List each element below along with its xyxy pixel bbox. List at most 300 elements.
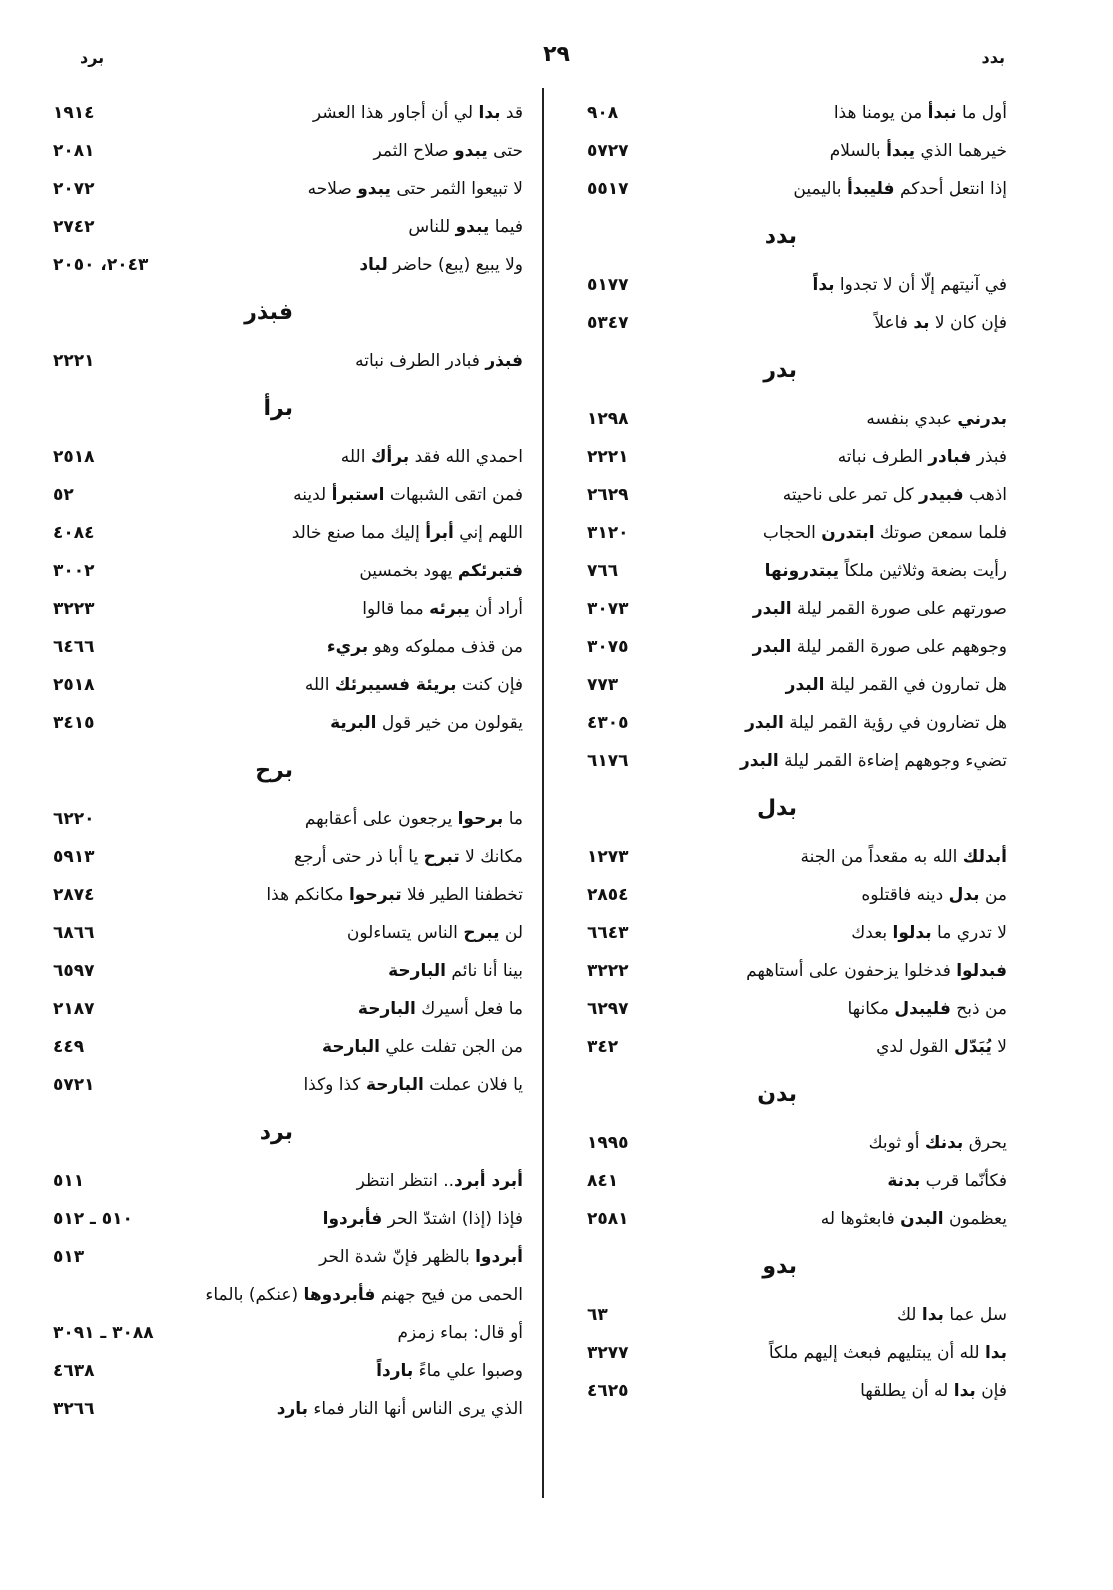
section-heading-text: بدن [757,1082,797,1107]
index-entry [587,1296,1007,1334]
section-heading [587,1066,1007,1124]
hadith-number: ٣٢٧٧ [587,1343,629,1363]
hadith-number: ٢٥٨١ [587,1209,629,1229]
entry-text-post: القول لدي [876,1037,954,1057]
entry-text-post: صلاحه [307,179,358,199]
entry-text-pre: فإن [975,1381,1007,1401]
entry-text [746,952,1007,990]
entry-text-post: الطرف نباته [837,447,929,467]
entry-keyword: أبدلك [962,847,1007,867]
hadith-number: ٦٢٢٠ [53,809,95,829]
entry-text [303,1066,523,1104]
entry-keyword: لباد [359,255,388,275]
entry-text [308,170,523,208]
entry-text-pre: فيما [489,217,523,237]
entry-text [327,628,523,666]
entry-keyword: يبدو [454,141,488,161]
entry-text [861,876,1007,914]
hadith-number: ٥٧٢١ [53,1075,95,1095]
hadith-number: ٥٢ [53,485,74,505]
hadith-number: ٧٧٣ [587,675,619,695]
index-entry [587,400,1007,438]
hadith-number: ٨٤١ [587,1171,619,1191]
entry-text-post: بالظهر فإنّ شدة الحر [319,1247,476,1267]
index-entry [53,246,523,284]
hadith-number: ٣٠٧٥ [587,637,629,657]
entry-text [358,990,523,1028]
entry-keyword: يبدو [455,217,490,237]
hadith-number: ١٢٧٣ [587,847,629,867]
entry-text-post: مكانها [847,999,895,1019]
entry-text-post: دينه فاقتلوه [861,885,949,905]
hadith-number: ٢٨٧٤ [53,885,95,905]
entry-text-pre: أراد أن [469,599,523,619]
entry-keyword: البدر [739,751,779,771]
hadith-number: ٣٢٢٣ [53,599,95,619]
index-entry [53,914,523,952]
entry-keyword: بدل [948,885,980,905]
index-entry [587,990,1007,1028]
index-entry [53,952,523,990]
section-heading [587,1238,1007,1296]
entry-keyword: فأبردوا [322,1209,383,1229]
entry-text [359,246,523,284]
entry-text-post: يهود بخمسين [359,561,458,581]
entry-keyword: بدلوا [892,923,932,943]
entry-keyword: برحوا [457,809,504,829]
index-entry [53,1238,523,1276]
entry-text [294,838,523,876]
entry-text-post: مكانكم هذا [266,885,349,905]
entry-keyword: البدر [752,637,792,657]
index-entry [587,838,1007,876]
entry-text-post: فبادر الطرف نباته [355,351,486,371]
entry-keyword: فليبدأ [846,179,895,199]
hadith-number: ٢٠٤٣، ٢٠٥٠ [53,255,149,275]
hadith-number: ٥٣٤٧ [587,313,629,333]
index-entry [53,476,523,514]
hadith-number: ٥١٧٧ [587,275,629,295]
entry-text-pre: فبذر [971,447,1007,467]
entry-text [322,1028,523,1066]
index-entry [53,1028,523,1066]
entry-text [398,1314,523,1352]
index-entry [53,94,523,132]
index-entry [53,170,523,208]
entry-keyword: بدنك [924,1133,964,1153]
entry-text-pre: ما فعل أسيرك [415,999,523,1019]
entry-text-pre: الحمى من فيح جهنم [375,1285,523,1305]
entry-keyword: يبدأ [886,141,916,161]
entry-text [851,914,1007,952]
index-entry [587,304,1007,342]
entry-text-pre: لا تبيعوا الثمر حتى [390,179,523,199]
entry-text-post: يرجعون على أعقابهم [304,809,458,829]
entry-keyword: فبذر [485,351,523,371]
entry-keyword: بد [913,313,930,333]
entry-text [801,838,1007,876]
hadith-number: ٣٤٢ [587,1037,619,1057]
entry-text-pre: فلما سمعن صوتك [874,523,1007,543]
entry-text-pre: تخطفنا الطير فلا [401,885,523,905]
entry-text-pre: يا فلان عملت [423,1075,523,1095]
entry-keyword: استبرأ [331,485,385,505]
hadith-number: ٥٧٢٧ [587,141,629,161]
hadith-number: ٢١٨٧ [53,999,95,1019]
entry-text [373,132,523,170]
hadith-number: ٢٨٥٤ [587,885,629,905]
entry-keyword: بريء [326,637,369,657]
section-heading-text: بدر [763,358,797,383]
entry-text-post: الناس يتساءلون [346,923,464,943]
entry-text [305,666,523,704]
entry-text [793,170,1007,208]
hadith-number: ٥١٣ [53,1247,85,1267]
entry-text [753,590,1007,628]
index-entry [587,1124,1007,1162]
entry-text-pre: سل عما [943,1305,1007,1325]
entry-text-post: بعدك [851,923,893,943]
right-column [587,94,1007,1410]
entry-keyword: البدن [900,1209,944,1229]
entry-text-pre: خيرهما الذي [915,141,1007,161]
entry-keyword: البارحة [357,999,416,1019]
entry-text-pre: اذهب [963,485,1007,505]
hadith-number: ٦٥٩٧ [53,961,95,981]
entry-keyword: فتبرئكم [457,561,523,581]
entry-keyword: البدر [785,675,825,695]
section-heading-text: بدد [764,224,797,249]
entry-text-post: الله به مقعداً من الجنة [800,847,963,867]
index-entry [587,514,1007,552]
index-entry [53,590,523,628]
index-entry [587,590,1007,628]
entry-text-pre: مكانك لا [459,847,523,867]
index-entry [587,628,1007,666]
entry-keyword: يبتدرونها [764,561,840,581]
entry-text [765,552,1007,590]
index-entry [587,1028,1007,1066]
index-entry [587,1334,1007,1372]
hadith-number: ٩٠٨ [587,103,619,123]
hadith-number: ٦٣ [587,1305,608,1325]
entry-text [305,800,523,838]
entry-text [848,990,1008,1028]
entry-text-post: (عنكم) بالماء [205,1285,304,1305]
entry-text [330,704,523,742]
section-heading-text: برد [259,1120,293,1145]
entry-text [783,476,1007,514]
entry-text [745,704,1007,742]
entry-text-pre: هل تضارون في رؤية القمر ليلة [783,713,1007,733]
hadith-number: ٣٢٢٢ [587,961,629,981]
entry-text [740,742,1007,780]
entry-keyword: البدر [745,713,784,733]
hadith-number: ٧٦٦ [587,561,619,581]
entry-text [323,1200,523,1238]
entry-text-post: لدينه [293,485,332,505]
entry-text-post: مما قالوا [362,599,430,619]
entry-keyword: يبرئه [429,599,470,619]
entry-text [834,94,1007,132]
entry-keyword: ابتدرن [821,523,875,543]
index-entry [587,94,1007,132]
entry-keyword: البارحة [322,1037,380,1057]
entry-text-pre: فكأنّما قرب [920,1171,1007,1191]
entry-text-pre: تضيء وجوههم إضاءة القمر ليلة [778,751,1007,771]
entry-text [813,266,1008,304]
entry-text [838,438,1007,476]
entry-text-pre: لن [499,923,523,943]
section-heading [53,284,523,342]
entry-keyword: فبدلوا [956,961,1007,981]
entry-text-post: للناس [408,217,456,237]
entry-text-post: لك [896,1305,922,1325]
index-entry [587,170,1007,208]
hadith-number: ٢٢٢١ [587,447,629,467]
section-heading [53,1104,523,1162]
index-entry [53,1314,523,1352]
index-entry [587,552,1007,590]
entry-keyword: البارحة [365,1075,424,1095]
hadith-number: ٣٠٧٣ [587,599,629,619]
entry-text-pre: صورتهم على صورة القمر ليلة [791,599,1007,619]
entry-text-post: كل تمر على ناحيته [782,485,920,505]
hadith-number: ٥١٠ ـ ٥١٢ [53,1209,133,1229]
entry-keyword: بدا [984,1343,1007,1363]
section-heading [53,380,523,438]
entry-text [293,476,523,514]
index-entry [53,990,523,1028]
index-entry [53,438,523,476]
index-entry [587,438,1007,476]
entry-text [866,400,1007,438]
index-entry [53,628,523,666]
entry-text-pre: إذا انتعل أحدكم [894,179,1007,199]
entry-text-post: كذا وكذا [303,1075,366,1095]
entry-keyword: فأبردوها [303,1285,376,1305]
index-entry [587,132,1007,170]
entry-text-pre: فإن كنت [456,675,523,695]
entry-text [359,552,523,590]
hadith-number: ٦٦٤٣ [587,923,629,943]
entry-text-pre: قد [500,103,523,123]
index-entry [587,1372,1007,1410]
section-heading-text: برأ [263,396,293,421]
entry-text [205,1276,523,1314]
entry-text-pre: يعظمون [943,1209,1007,1229]
section-heading [53,742,523,800]
entry-keyword: فبيدر [919,485,964,505]
hadith-number: ٢٦٢٩ [587,485,629,505]
index-entry [53,1390,523,1428]
entry-text-pre: يقولون من خير قول [376,713,523,733]
index-entry [587,666,1007,704]
hadith-number: ٣٠٨٨ ـ ٣٠٩١ [53,1323,154,1343]
index-entry [587,742,1007,780]
entry-text-post: لله أن يبتليهم فبعث إليهم ملكاً [768,1343,985,1363]
entry-text-post: صلاح الثمر [373,141,455,161]
entry-text-pre: في آنيتهم إلّا أن لا تجدوا [834,275,1007,295]
entry-text-post: فدخلوا يزحفون على أستاههم [746,961,957,981]
hadith-number: ٢٥١٨ [53,675,95,695]
index-entry [53,132,523,170]
hadith-number: ٦٤٦٦ [53,637,95,657]
entry-text-pre: هل تمارون في القمر ليلة [824,675,1007,695]
left-column [53,94,523,1428]
entry-keyword: أبردوا [475,1247,523,1267]
entry-text-post: بالسلام [829,141,887,161]
entry-text-pre: الذي يرى الناس أنها النار فماء [308,1399,523,1419]
entry-text [897,1296,1007,1334]
entry-text [821,1200,1007,1238]
entry-text-post: أو ثوبك [868,1133,925,1153]
entry-text [277,1390,523,1428]
entry-text [876,1028,1007,1066]
entry-keyword: أبرأ [425,523,454,543]
entry-text [860,1372,1007,1410]
entry-keyword: فبادر [928,447,972,467]
entry-text-pre: أو قال: بماء زمزم [397,1323,523,1343]
entry-text [753,628,1007,666]
entry-text [266,876,523,914]
hadith-number: ٤٣٠٥ [587,713,629,733]
index-entry [53,552,523,590]
entry-text [869,1124,1007,1162]
index-entry [587,1200,1007,1238]
entry-text [376,1352,523,1390]
entry-text [388,952,523,990]
hadith-number: ٦٢٩٧ [587,999,629,1019]
index-entry [53,1162,523,1200]
index-entry [587,914,1007,952]
entry-text-post: الله [340,447,371,467]
entry-text-post: من يومنا هذا [833,103,928,123]
index-entry [587,1162,1007,1200]
hadith-number: ١٩٩٥ [587,1133,629,1153]
entry-text [313,94,523,132]
hadith-number: ٥٩١٣ [53,847,95,867]
column-divider [542,88,544,1498]
entry-keyword: أبرد أبرد [454,1171,523,1191]
entry-keyword: فليبدل [894,999,951,1019]
hadith-number: ٦١٧٦ [587,751,629,771]
entry-text-pre: من ذبح [950,999,1007,1019]
hadith-number: ٦٨٦٦ [53,923,95,943]
entry-text-pre: احمدي الله فقد [409,447,523,467]
hadith-number: ١٢٩٨ [587,409,629,429]
entry-text-pre: رأيت بضعة وثلاثين ملكاً [839,561,1007,581]
entry-text-pre: ما [503,809,523,829]
entry-text-pre: فإن كان لا [929,313,1007,333]
hadith-number: ٤٠٨٤ [53,523,95,543]
entry-text-pre: وجوههم على صورة القمر ليلة [791,637,1007,657]
hadith-number: ٣٤١٥ [53,713,95,733]
entry-keyword: تبرحوا [348,885,402,905]
entry-text [786,666,1007,704]
entry-text-post: فاعلاً [874,313,914,333]
entry-text-post: يا أبا ذر حتى أرجع [293,847,424,867]
section-heading-text: برح [255,758,293,783]
entry-keyword: بداً [812,275,835,295]
entry-keyword: البارحة [388,961,447,981]
index-entry [53,876,523,914]
index-entry [587,266,1007,304]
entry-keyword: البدر [752,599,792,619]
section-heading-text: بدل [756,796,797,821]
hadith-number: ٢٢٢١ [53,351,95,371]
entry-text-pre: من قذف مملوكه وهو [368,637,523,657]
entry-keyword: يُبَدّل [953,1037,992,1057]
entry-text-pre: بينا أنا نائم [446,961,523,981]
section-heading [587,208,1007,266]
entry-keyword: البرية [330,713,377,733]
entry-text-pre: حتى [487,141,523,161]
entry-text-pre: اللهم إني [453,523,523,543]
hadith-number: ٥١١ [53,1171,85,1191]
entry-text-post: إليك مما صنع خالد [291,523,426,543]
entry-text-pre: فمن اتقى الشبهات [384,485,523,505]
entry-keyword: بدنة [887,1171,921,1191]
index-entry [53,838,523,876]
entry-keyword: برأك [370,447,410,467]
entry-text-pre: وصبوا علي ماءً [413,1361,523,1381]
running-header-left: برد [80,48,105,67]
entry-text [292,514,523,552]
entry-text [874,304,1007,342]
hadith-number: ٢٥١٨ [53,447,95,467]
entry-text [887,1162,1007,1200]
entry-text-pre: لا تدري ما [931,923,1007,943]
page-number: ٢٩ [543,42,570,67]
hadith-number: ٣١٢٠ [587,523,629,543]
index-entry [587,704,1007,742]
entry-keyword: بدرني [957,409,1007,429]
hadith-number: ٤٤٩ [53,1037,85,1057]
index-entry [53,208,523,246]
entry-keyword: بدا [953,1381,976,1401]
entry-text-post: لي أن أجاور هذا العشر [312,103,479,123]
entry-text-post: فابعثوها له [820,1209,901,1229]
hadith-number: ٣٢٦٦ [53,1399,95,1419]
index-entry [53,514,523,552]
index-entry [53,1352,523,1390]
section-heading-text: فبذر [244,300,293,325]
entry-text [769,1334,1007,1372]
hadith-number: ٥٥١٧ [587,179,629,199]
entry-text [347,914,523,952]
entry-text-pre: يحرق [963,1133,1007,1153]
entry-keyword: بارداً [376,1361,414,1381]
entry-text-pre: لا [991,1037,1007,1057]
hadith-number: ٢٠٨١ [53,141,95,161]
entry-text-pre: فإذا (إذا) اشتدّ الحر [382,1209,523,1229]
entry-text-pre: ولا يبيع (يبع) حاضر [387,255,523,275]
entry-keyword: بدا [921,1305,944,1325]
entry-text-pre: من الجن تفلت علي [379,1037,523,1057]
section-heading [587,342,1007,400]
index-entry [53,1066,523,1104]
entry-keyword: بريئة فسيبرئك [334,675,457,695]
entry-text-post: الحجاب [762,523,822,543]
index-entry [53,1200,523,1238]
entry-text-pre: أول ما [956,103,1007,123]
entry-keyword: يبرح [463,923,500,943]
entry-text-post: .. انتظر انتظر [356,1171,455,1191]
entry-text [355,342,523,380]
entry-text-post: الله [304,675,335,695]
hadith-number: ٢٠٧٢ [53,179,95,199]
